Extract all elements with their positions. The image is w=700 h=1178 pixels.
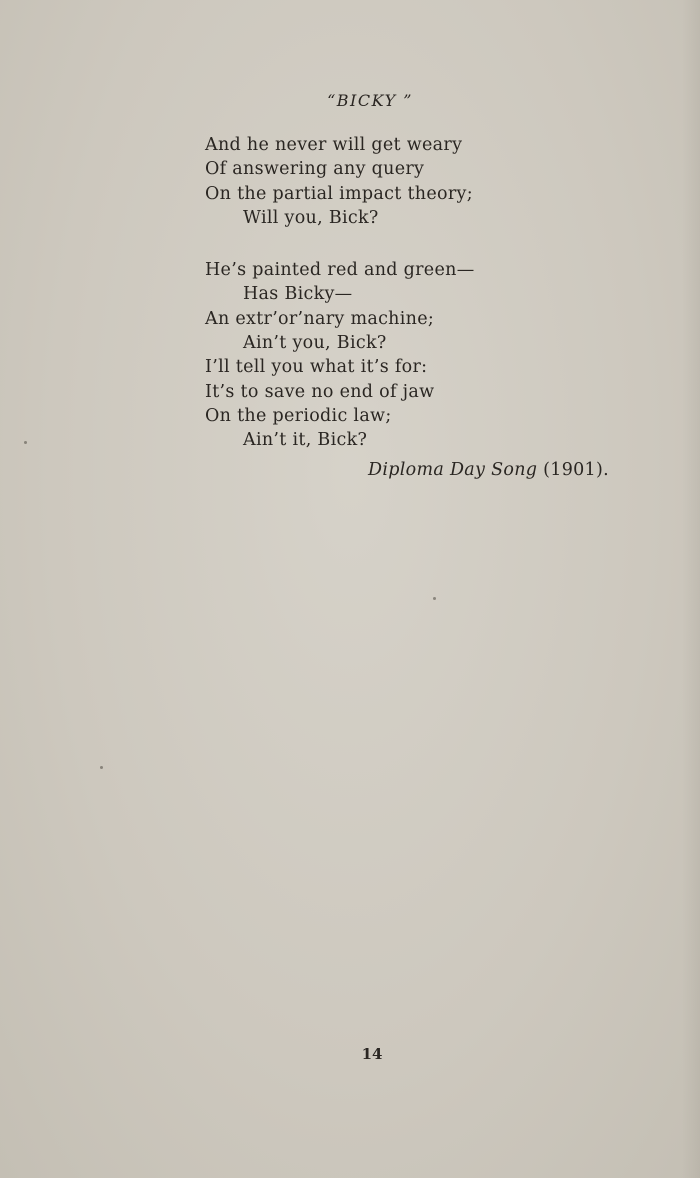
paper-speck: [24, 441, 27, 444]
poem-line: And he never will get weary: [205, 135, 463, 155]
poem-line: An extr’or’nary machine;: [205, 308, 435, 329]
stanza-1: [205, 133, 475, 230]
poem-line: I’ll tell you what it’s for:: [205, 357, 428, 378]
poem-line-refrain: Will you, Bick?: [243, 207, 379, 228]
poem-line-refrain: Has Bicky—: [243, 284, 353, 305]
poem-line: He’s painted red and green—: [205, 260, 475, 281]
citation: [368, 460, 609, 480]
poem: [205, 133, 475, 453]
poem-line: On the partial impact theory;: [205, 183, 473, 204]
running-head: “BICKY ”: [327, 91, 413, 110]
stanza-2: [205, 258, 475, 452]
poem-line: On the periodic law;: [205, 405, 392, 426]
poem-line: It’s to save no end of jaw: [205, 381, 435, 402]
poem-line-refrain: Ain’t you, Bick?: [243, 333, 387, 354]
stanza-break: [205, 230, 475, 258]
page-number: 14: [361, 1045, 383, 1063]
paper-speck: [433, 597, 436, 600]
poem-line-refrain: Ain’t it, Bick?: [243, 430, 368, 451]
poem-line: Of answering any query: [205, 159, 425, 180]
page-edge-shadow: [682, 0, 700, 1178]
citation-year: (1901).: [537, 460, 609, 480]
citation-title: Diploma Day Song: [368, 460, 538, 480]
paper-speck: [100, 766, 103, 769]
